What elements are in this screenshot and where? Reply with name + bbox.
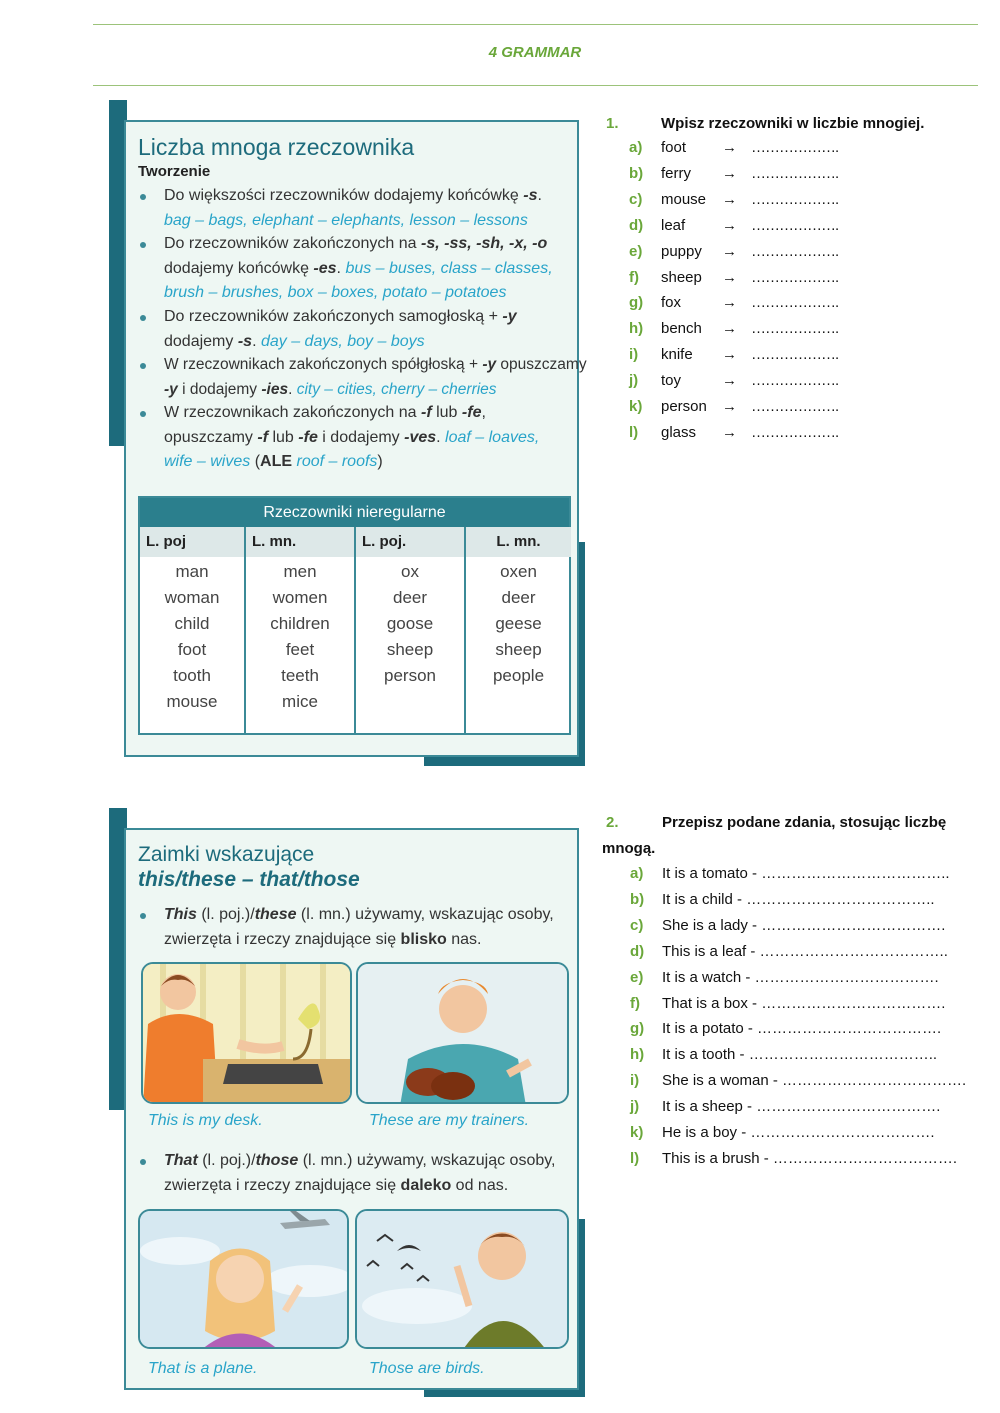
exercise-1-item-word: mouse (661, 190, 707, 208)
exercise-1-answer-blank[interactable]: ………………. (751, 320, 839, 338)
exercise-1-item-word: puppy (661, 242, 702, 260)
table-cell: foot (177, 640, 207, 659)
this-these-rule: This (l. poj.)/these (l. mn.) używamy, wskazując osoby, zwierzęta i rzeczy znajdujące się blisko nas. (164, 903, 554, 952)
arrow-icon: → (722, 268, 737, 286)
exercise-1-item-letter: k) (629, 398, 643, 415)
arrow-icon: → (722, 398, 737, 415)
table-cell: geese (495, 614, 542, 633)
arrow-icon: → (722, 190, 737, 208)
table-cell: teeth (281, 666, 319, 685)
exercise-1-answer-blank[interactable]: ………………. (751, 423, 839, 441)
exercise-1-item-word: bench (661, 320, 702, 338)
arrow-icon: → (722, 164, 737, 182)
exercise-2-item-letter: b) (630, 890, 645, 908)
exercise-2-item-letter: g) (630, 1020, 645, 1038)
table-column-plural-2 (466, 559, 571, 689)
table-cell: women (272, 588, 328, 607)
table-cell: tooth (173, 666, 211, 685)
exercise-2-item-letter: e) (630, 968, 644, 986)
exercise-2-sentence[interactable]: He is a boy - ………………………………. (662, 1124, 935, 1141)
header-rule-bottom (93, 85, 978, 86)
exercise-1-item-word: ferry (661, 164, 691, 182)
exercise-2-item-letter: k) (630, 1124, 644, 1141)
table-cell: feet (285, 640, 315, 659)
exercise-2-instruction-cont: mnogą. (602, 840, 656, 857)
bullet-dot (140, 242, 146, 248)
exercise-1-item-letter: d) (629, 216, 644, 234)
exercise-1-answer-blank[interactable]: ………………. (751, 372, 839, 390)
caption-this: This is my desk. (148, 1112, 263, 1129)
bullet-dot (140, 315, 146, 321)
arrow-icon: → (722, 372, 737, 390)
exercise-1-item-letter: g) (629, 294, 644, 312)
exercise-2-sentence[interactable]: It is a tomato - ……………………………….. (662, 865, 950, 882)
exercise-1-answer-blank[interactable]: ………………. (751, 242, 839, 260)
exercise-2-sentence[interactable]: She is a lady - ………………………………. (662, 916, 946, 934)
bullet-dot (140, 1159, 146, 1165)
table-header-cell: L. poj. (356, 527, 464, 557)
exercise-1-item-letter: j) (629, 372, 639, 390)
table-cell: men (283, 562, 317, 581)
table-cell: ox (401, 562, 419, 581)
bullet-dot (140, 363, 146, 369)
exercise-2-item-letter: c) (630, 916, 644, 934)
exercise-2-sentence[interactable]: It is a watch - ………………………………. (662, 968, 939, 986)
rule-bullet-5: W rzeczownikach zakończonych na -f lub -fe, opuszczamy -f lub -fe i dodajemy -ves. loaf – loaves, wife – wives (ALE roof – roofs) (164, 401, 539, 475)
exercise-2-number: 2. (606, 814, 619, 831)
exercise-1-answer-blank[interactable]: ………………. (751, 190, 839, 208)
table-column-singular-1 (140, 559, 244, 715)
exercise-2-instruction: Przepisz podane zdania, stosując liczbę (662, 814, 947, 831)
exercise-2-item-letter: a) (630, 865, 644, 882)
box1-subtitle: Tworzenie (138, 163, 211, 180)
caption-these: These are my trainers. (369, 1112, 530, 1129)
arrow-icon: → (722, 242, 737, 260)
exercise-1-item-word: glass (661, 423, 697, 441)
exercise-1-answer-blank[interactable]: ………………. (751, 398, 839, 415)
table-cell: deer (501, 588, 536, 607)
box1-title: Liczba mnoga rzeczownika (138, 134, 415, 160)
caption-those: Those are birds. (369, 1360, 485, 1377)
exercise-1-answer-blank[interactable]: ………………. (751, 346, 839, 364)
exercise-2-item-letter: i) (630, 1072, 640, 1090)
exercise-2-sentence[interactable]: It is a sheep - ………………………………. (662, 1098, 941, 1116)
exercise-2-sentence[interactable]: This is a leaf - ……………………………….. (662, 942, 948, 960)
bullet-dot (140, 194, 146, 200)
table-cell: goose (386, 614, 434, 633)
exercise-1-answer-blank[interactable]: ………………. (751, 294, 839, 312)
caption-that: That is a plane. (148, 1360, 258, 1377)
box2-subtitle: this/these – that/those (138, 868, 360, 891)
rule-bullet-4: W rzeczownikach zakończonych spółgłoską + -y opuszczamy -y i dodajemy -ies. city – cities, cherry – cherries (164, 353, 587, 402)
box2-title: Zaimki wskazujące (138, 843, 315, 866)
table-cell: sheep (386, 640, 434, 659)
exercise-1-item-letter: i) (629, 346, 639, 364)
exercise-2-sentence[interactable]: It is a tooth - ……………………………….. (662, 1046, 938, 1064)
bullet-dot (140, 913, 146, 919)
table-cell: children (270, 614, 330, 633)
table-cell: person (384, 666, 436, 685)
exercise-2-sentence[interactable]: It is a potato - ………………………………. (662, 1020, 942, 1038)
exercise-2-item-letter: j) (630, 1098, 640, 1116)
exercise-1-item-letter: b) (629, 164, 644, 182)
table-cell: mouse (166, 692, 218, 711)
arrow-icon: → (722, 294, 737, 312)
that-those-rule: That (l. poj.)/those (l. mn.) używamy, wskazując osoby, zwierzęta i rzeczy znajdujące się daleko od nas. (164, 1149, 556, 1198)
exercise-1-item-word: foot (661, 139, 687, 156)
exercise-1-item-letter: h) (629, 320, 644, 338)
exercise-1-answer-blank[interactable]: ………………. (751, 164, 839, 182)
exercise-1-answer-blank[interactable]: ………………. (751, 268, 839, 286)
desk-illustration (141, 962, 352, 1104)
exercise-1-item-letter: e) (629, 242, 643, 260)
exercise-1-item-word: knife (661, 346, 693, 364)
page-header: 4 GRAMMAR (488, 44, 582, 61)
exercise-1-number: 1. (606, 115, 619, 132)
exercise-1-item-word: toy (661, 372, 682, 390)
rule-bullet-1: Do większości rzeczowników dodajemy końcówkę -s. bag – bags, elephant – elephants, lesson – lessons (164, 184, 542, 233)
exercise-1-item-word: leaf (661, 216, 686, 234)
exercise-2-sentence[interactable]: This is a brush - ………………………………. (662, 1149, 958, 1167)
birds-illustration (355, 1209, 569, 1349)
table-cell: woman (164, 588, 220, 607)
exercise-1-instruction: Wpisz rzeczowniki w liczbie mnogiej. (661, 115, 925, 132)
table-cell: people (492, 666, 545, 685)
header-rule-top (93, 24, 978, 25)
irregular-table-title: Rzeczowniki nieregularne (140, 498, 569, 527)
exercise-2-item-letter: h) (630, 1046, 645, 1064)
table-header-cell: L. mn. (466, 527, 571, 557)
box-accent-bottom (424, 756, 585, 766)
plane-illustration (138, 1209, 349, 1349)
arrow-icon: → (722, 320, 737, 338)
exercise-1-item-letter: f) (629, 268, 639, 286)
exercise-1-item-word: person (661, 398, 707, 415)
table-column-plural-1 (246, 559, 354, 715)
exercise-1-item-letter: c) (629, 190, 643, 208)
exercise-1-answer-blank[interactable]: ………………. (751, 216, 839, 234)
table-header-cell: L. poj (140, 527, 244, 557)
exercise-1-item-word: sheep (661, 268, 702, 286)
arrow-icon: → (722, 423, 737, 441)
table-cell: deer (392, 588, 428, 607)
table-cell: oxen (500, 562, 537, 581)
rule-bullet-2: Do rzeczowników zakończonych na -s, -ss, -sh, -x, -o dodajemy końcówkę -es. bus – buses, class – classes, brush – brushes, box – boxes, potato – potatoes (164, 232, 553, 306)
exercise-2-item-letter: l) (630, 1149, 640, 1167)
irregular-nouns-table (138, 496, 571, 735)
exercise-2-item-letter: f) (630, 994, 640, 1012)
table-cell: mice (282, 692, 318, 711)
arrow-icon: → (722, 139, 737, 156)
arrow-icon: → (722, 346, 737, 364)
rule-bullet-3: Do rzeczowników zakończonych samogłoską + -y dodajemy -s. day – days, boy – boys (164, 305, 517, 354)
trainers-illustration (356, 962, 569, 1104)
arrow-icon: → (722, 216, 737, 234)
exercise-1-item-letter: l) (629, 423, 639, 441)
exercise-2-sentence[interactable]: That is a box - ………………………………. (662, 994, 946, 1012)
exercise-2-sentence[interactable]: She is a woman - ………………………………. (662, 1072, 967, 1090)
exercise-1-item-letter: a) (629, 139, 643, 156)
table-cell: sheep (495, 640, 542, 659)
exercise-2-sentence[interactable]: It is a child - ……………………………….. (662, 890, 935, 908)
table-column-singular-2 (356, 559, 464, 689)
table-cell: child (174, 614, 210, 633)
table-cell: man (175, 562, 209, 581)
exercise-1-item-word: fox (661, 294, 682, 312)
exercise-1-answer-blank[interactable]: ………………. (751, 139, 839, 156)
table-header-cell: L. mn. (246, 527, 354, 557)
bullet-dot (140, 411, 146, 417)
exercise-2-item-letter: d) (630, 942, 645, 960)
